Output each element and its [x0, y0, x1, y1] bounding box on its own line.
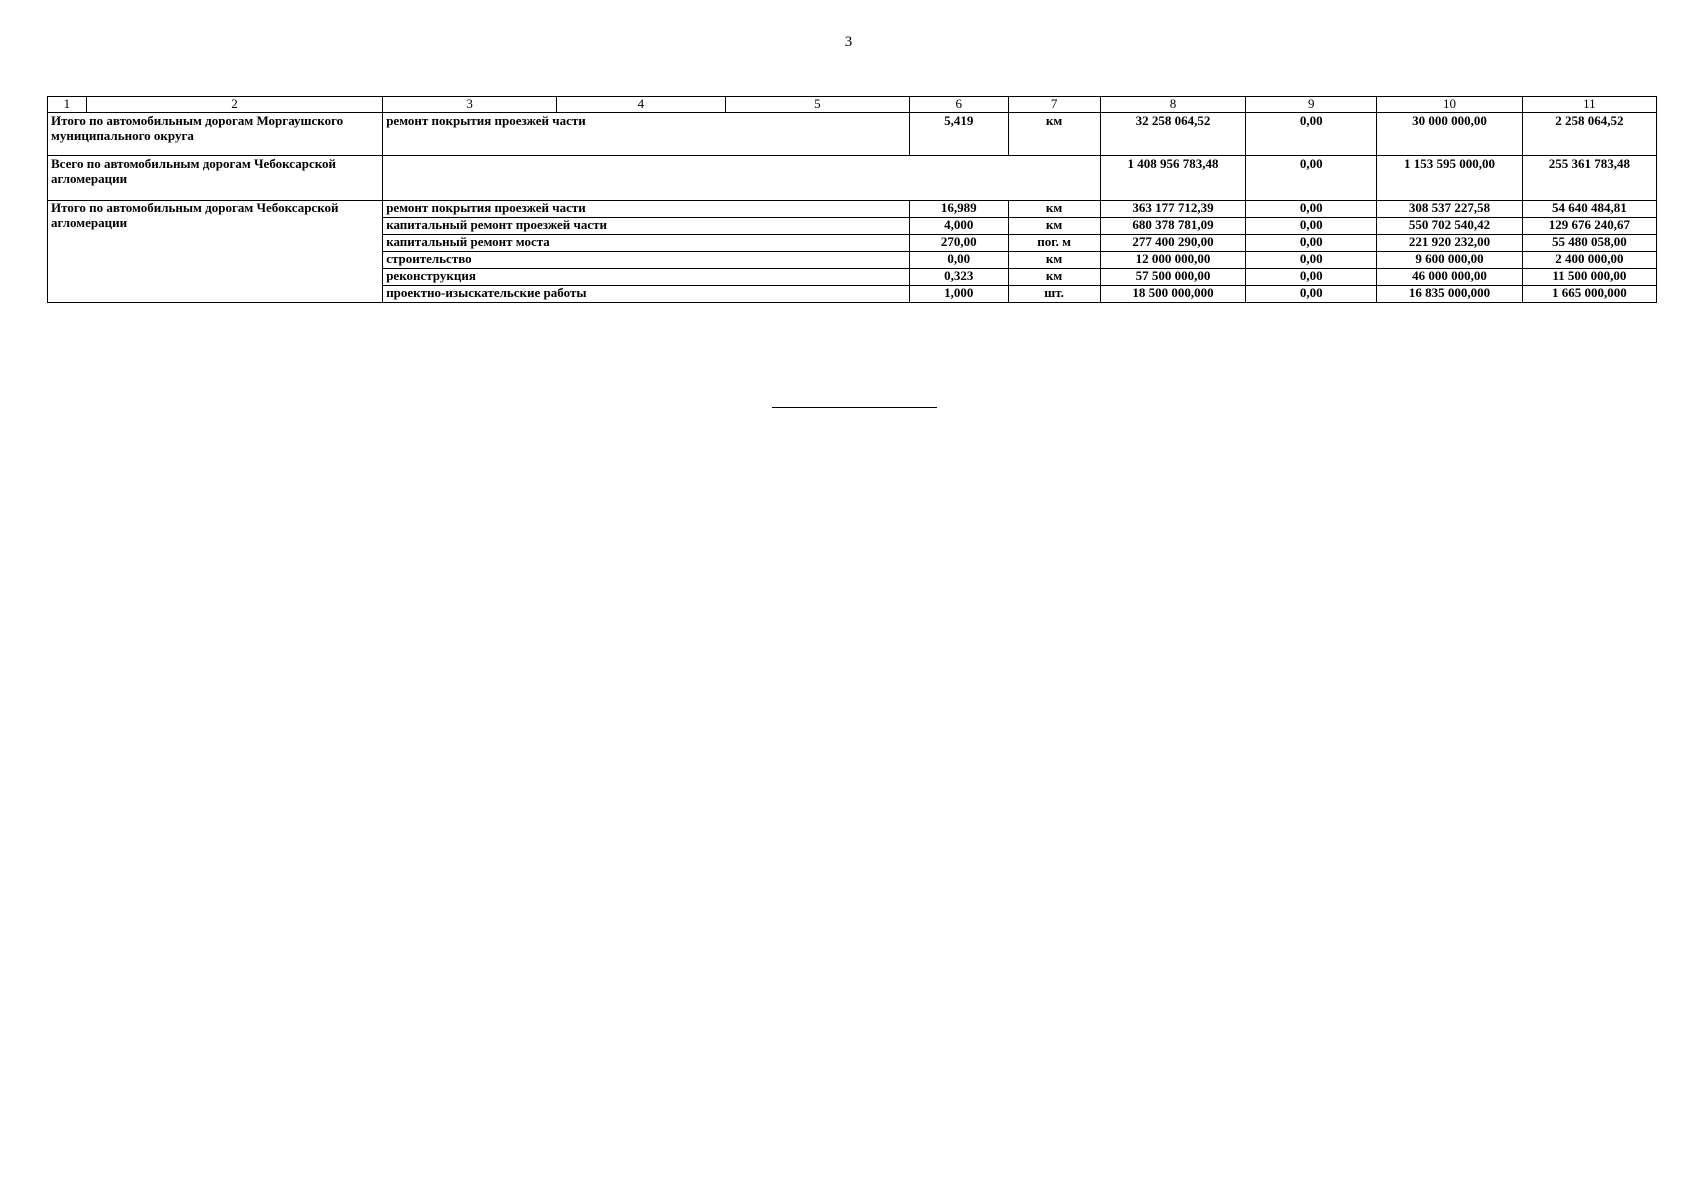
row-label: Всего по автомобильным дорогам Чебоксарской агломерации	[48, 155, 383, 200]
cell-col10: 550 702 540,42	[1377, 217, 1523, 234]
unit: км	[1008, 217, 1100, 234]
work-type: капитальный ремонт моста	[383, 234, 910, 251]
column-number: 10	[1377, 97, 1523, 113]
column-number: 9	[1246, 97, 1377, 113]
cell-col10: 16 835 000,000	[1377, 285, 1523, 302]
table-row	[48, 200, 1657, 217]
work-type: строительство	[383, 251, 910, 268]
column-number: 4	[557, 97, 726, 113]
cell-col10: 221 920 232,00	[1377, 234, 1523, 251]
work-type: капитальный ремонт проезжей части	[383, 217, 910, 234]
cell-col10: 1 153 595 000,00	[1377, 155, 1523, 200]
cell-col11: 11 500 000,00	[1522, 268, 1656, 285]
column-number: 7	[1008, 97, 1100, 113]
cell-col10: 46 000 000,00	[1377, 268, 1523, 285]
unit: км	[1008, 251, 1100, 268]
cell-col8: 12 000 000,00	[1100, 251, 1246, 268]
cell-col11: 129 676 240,67	[1522, 217, 1656, 234]
work-type: ремонт покрытия проезжей части	[383, 200, 910, 217]
empty-merged-cell	[383, 155, 1101, 200]
quantity: 4,000	[910, 217, 1008, 234]
cell-col9: 0,00	[1246, 285, 1377, 302]
quantity: 270,00	[910, 234, 1008, 251]
cell-col9: 0,00	[1246, 155, 1377, 200]
quantity: 1,000	[910, 285, 1008, 302]
table-row-grand-total	[48, 155, 1657, 200]
column-number: 5	[725, 97, 909, 113]
cell-col10: 308 537 227,58	[1377, 200, 1523, 217]
cell-col9: 0,00	[1246, 251, 1377, 268]
cell-col8: 1 408 956 783,48	[1100, 155, 1246, 200]
column-number-row	[48, 97, 1657, 113]
cell-col11: 55 480 058,00	[1522, 234, 1656, 251]
cell-col9: 0,00	[1246, 112, 1377, 155]
cell-col11: 255 361 783,48	[1522, 155, 1656, 200]
cell-col9: 0,00	[1246, 200, 1377, 217]
cell-col11: 2 258 064,52	[1522, 112, 1656, 155]
cell-col8: 32 258 064,52	[1100, 112, 1246, 155]
quantity: 0,323	[910, 268, 1008, 285]
cell-col8: 680 378 781,09	[1100, 217, 1246, 234]
end-divider	[772, 407, 937, 408]
cell-col9: 0,00	[1246, 234, 1377, 251]
cell-col8: 363 177 712,39	[1100, 200, 1246, 217]
cell-col10: 30 000 000,00	[1377, 112, 1523, 155]
unit: км	[1008, 268, 1100, 285]
unit: км	[1008, 200, 1100, 217]
row-label: Итого по автомобильным дорогам Моргаушского муниципального округа	[48, 112, 383, 155]
cell-col11: 1 665 000,000	[1522, 285, 1656, 302]
cell-col8: 57 500 000,00	[1100, 268, 1246, 285]
quantity: 5,419	[910, 112, 1008, 155]
column-number: 1	[48, 97, 87, 113]
table-row-morgaush-total	[48, 112, 1657, 155]
work-type: проектно-изыскательские работы	[383, 285, 910, 302]
cell-col8: 18 500 000,000	[1100, 285, 1246, 302]
column-number: 8	[1100, 97, 1246, 113]
unit: шт.	[1008, 285, 1100, 302]
column-number: 2	[86, 97, 382, 113]
column-number: 6	[910, 97, 1008, 113]
cell-col9: 0,00	[1246, 217, 1377, 234]
cell-col11: 54 640 484,81	[1522, 200, 1656, 217]
unit: пог. м	[1008, 234, 1100, 251]
column-number: 11	[1522, 97, 1656, 113]
cell-col9: 0,00	[1246, 268, 1377, 285]
cell-col11: 2 400 000,00	[1522, 251, 1656, 268]
row-label: Итого по автомобильным дорогам Чебоксарской агломерации	[48, 200, 383, 302]
quantity: 0,00	[910, 251, 1008, 268]
cell-col8: 277 400 290,00	[1100, 234, 1246, 251]
work-type: ремонт покрытия проезжей части	[383, 112, 910, 155]
column-number: 3	[383, 97, 557, 113]
quantity: 16,989	[910, 200, 1008, 217]
cell-col10: 9 600 000,00	[1377, 251, 1523, 268]
page-number: 3	[844, 34, 853, 50]
unit: км	[1008, 112, 1100, 155]
report-table	[47, 96, 1657, 303]
work-type: реконструкция	[383, 268, 910, 285]
